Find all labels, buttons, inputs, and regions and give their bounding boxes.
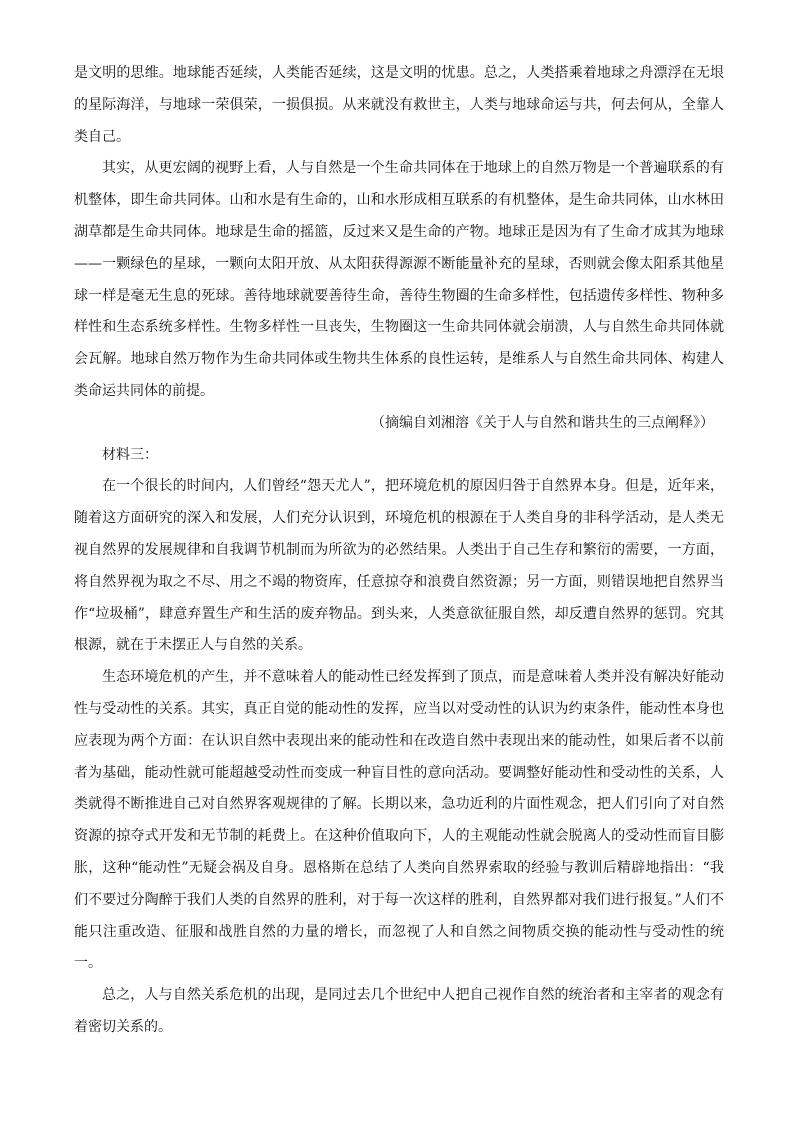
- paragraph-environmental-crisis: 在一个很长的时间内，人们曾经“怨天尤人”，把环境危机的原因归咎于自然界本身。但是，近年来，随着这方面研究的深入和发展，人们充分认识到，环境危机的根源在于人类自身的非科学活动，是人类无视自然界的发展规律和自我调节机制而为所欲为的必然结果。人类出于自己生存和繁衍的需要，一方面，将自然界视为取之不尽、用之不竭的物资库，任意掠夺和浪费自然资源；另一方面，则错误地把自然界当作“垃圾桶”，肆意弃置生产和生活的废弃物品。到头来，人类意欲征服自然，却反遭自然界的惩罚。究其根源，就在于未摆正人与自然的关系。: [74, 478, 724, 654]
- document-page: [74, 58, 724, 1044]
- paragraph-conclusion: 总之，人与自然关系危机的出现，是同过去几个世纪中人把自己视作自然的统治者和主宰者的观念有着密切关系的。: [74, 987, 724, 1035]
- paragraph-life-community: 其实，从更宏阔的视野上看，人与自然是一个生命共同体在于地球上的自然万物是一个普遍联系的有机整体，即生命共同体。山和水是有生命的，山和水形成相互联系的有机整体，是生命共同体，山水林田湖草都是生命共同体。地球是生命的摇篮，反过来又是生命的产物。地球正是因为有了生命才成其为地球——一颗绿色的星球，一颗向太阳开放、从太阳获得源源不断能量补充的星球，否则就会像太阳系其他星球一样是毫无生息的死球。善待地球就要善待生命，善待生物圈的生命多样性，包括遗传多样性、物种多样性和生态系统多样性。生物多样性一旦丧失，生物圈这一生命共同体就会崩溃，人与自然生命共同体就会瓦解。地球自然万物作为生命共同体或生物共生体系的良性运转，是维系人与自然生命共同体、构建人类命运共同体的前提。: [74, 160, 724, 399]
- paragraph-continuation: 是文明的思维。地球能否延续，人类能否延续，这是文明的忧患。总之，人类搭乘着地球之舟漂浮在无垠的星际海洋，与地球一荣俱荣，一损俱损。从来就没有救世主，人类与地球命运与共，何去何从，全靠人类自己。: [74, 65, 724, 145]
- paragraph-initiative-passivity: 生态环境危机的产生，并不意味着人的能动性已经发挥到了顶点，而是意味着人类并没有解决好能动性与受动性的关系。其实，真正自觉的能动性的发挥，应当以对受动性的认识为约束条件，能动性本身也应表现为两个方面：在认识自然中表现出来的能动性和在改造自然中表现出来的能动性，如果后者不以前者为基础，能动性就可能超越受动性而变成一种盲目性的意向活动。要调整好能动性和受动性的关系，人类就得不断推进自己对自然界客观规律的了解。长期以来，急功近利的片面性观念，把人们引向了对自然资源的掠夺式开发和无节制的耗费上。在这种价值取向下，人的主观能动性就会脱离人的受动性而盲目膨胀，这种“能动性”无疑会祸及自身。恩格斯在总结了人类向自然界索取的经验与教训后精辟地指出：“我们不要过分陶醉于我们人类的自然界的胜利，对于每一次这样的胜利，自然界都对我们进行报复。”人们不能只注重改造、征服和战胜自然的力量的增长，而忽视了人和自然之间物质交换的能动性与受动性的统一。: [74, 669, 724, 972]
- material-three-heading: 材料三：: [102, 446, 158, 463]
- source-citation: （摘编自刘湘溶《关于人与自然和谐共生的三点阐释》）: [371, 414, 714, 431]
